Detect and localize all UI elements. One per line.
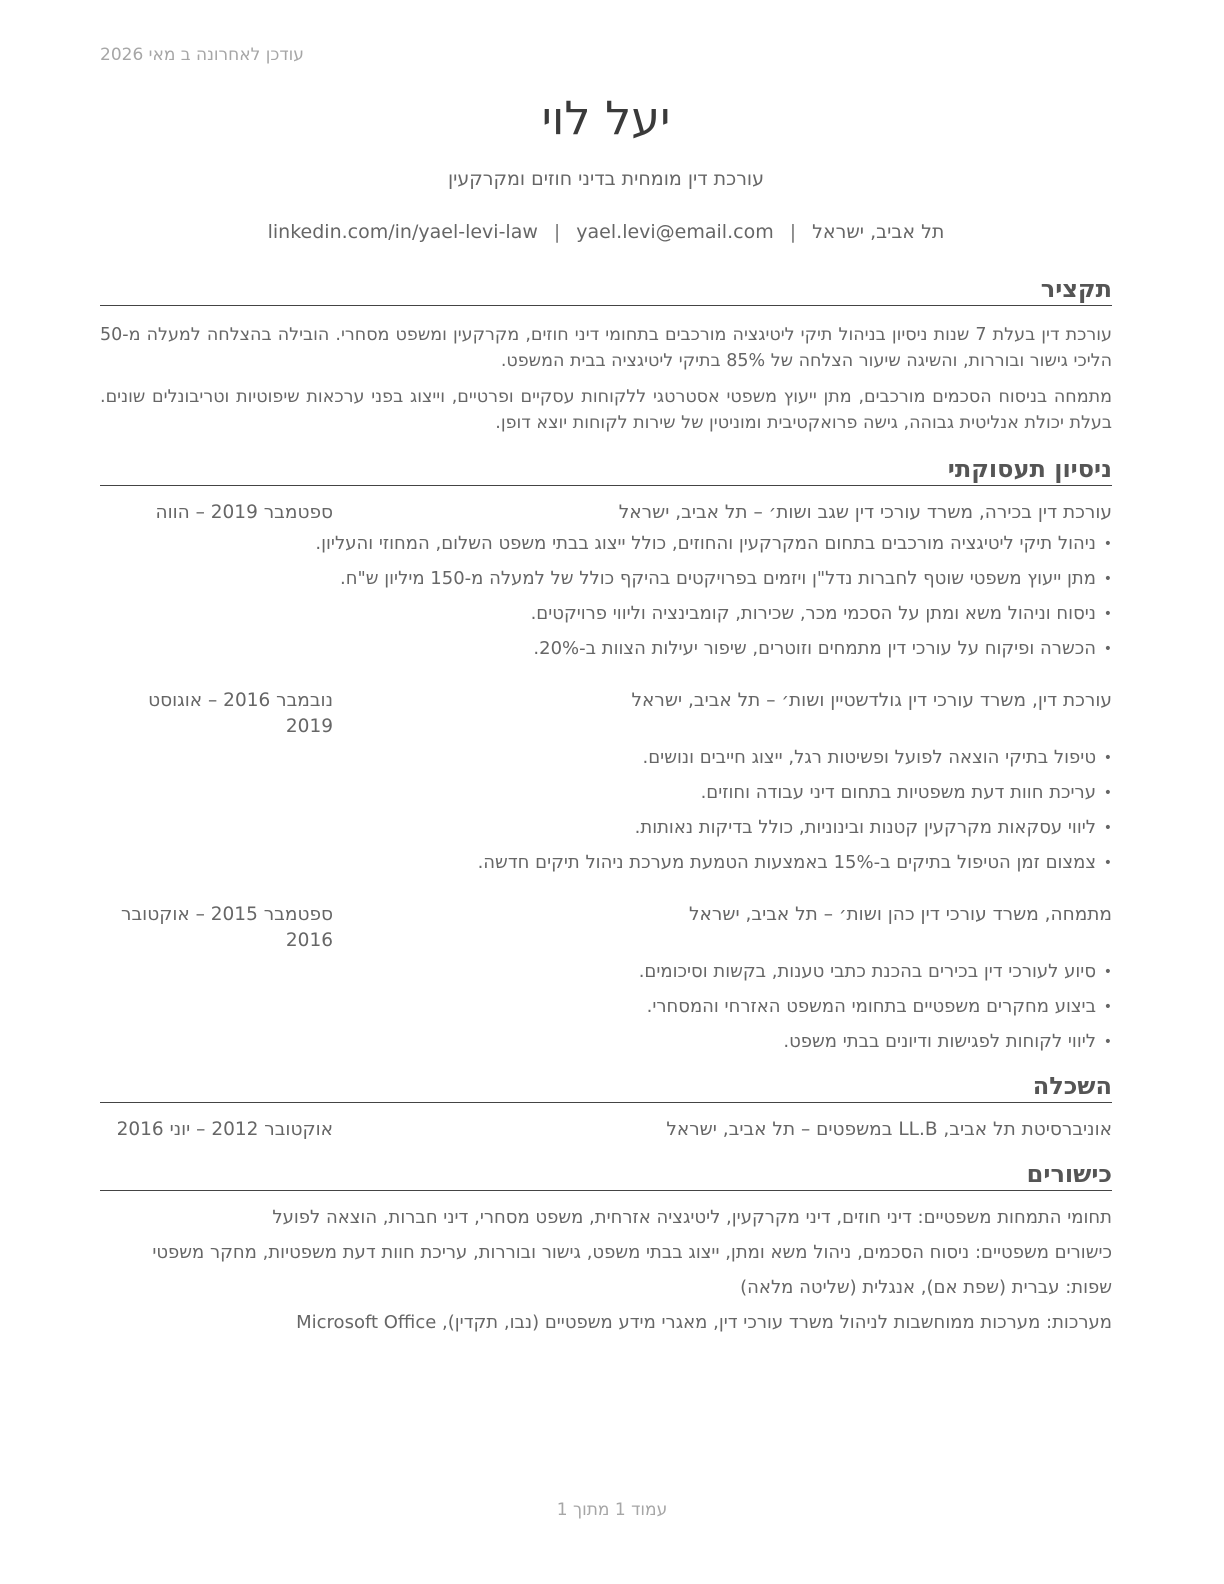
summary-paragraph: מתמחה בניסוח הסכמים מורכבים, מתן ייעוץ משפטי אסטרטגי ללקוחות עסקיים ופרטיים, וייצוג בפני ערכאות שיפוטיות וטריבונלים שונים. בעלת יכולת אנליטית גבוהה, גישה פרואקטיבית ומוניטין של שירות לקוחות יוצא דופן.	[100, 387, 1112, 433]
skill-line: תחומי התמחות משפטיים: דיני חוזים, דיני מקרקעין, ליטיגציה אזרחית, משפט מסחרי, דיני חברות, הוצאה לפועל	[272, 1207, 1112, 1228]
job-bullet: • ביצוע מחקרים משפטיים בתחומי המשפט האזרחי והמסחרי.	[100, 994, 1112, 1020]
experience-section	[100, 454, 1112, 1055]
skill-line: כישורים משפטיים: ניסוח הסכמים, ניהול משא ומתן, ייצוג בבתי משפט, גישור ובוררות, עריכת חוות דעת משפטיות, מחקר משפטי	[152, 1242, 1112, 1263]
contact-separator: |	[553, 221, 561, 243]
job-bullet: • ליווי עסקאות מקרקעין קטנות ובינוניות, כולל בדיקות נאותות.	[100, 815, 1112, 841]
summary-paragraph: עורכת דין בעלת 7 שנות ניסיון בניהול תיקי ליטיגציה מורכבים בתחומי דיני חוזים, מקרקעין ומשפט מסחרי. הובילה בהצלחה למעלה מ-50 הליכי גישור ובוררות, והשיגה שיעור הצלחה של 85% בתיקי ליטיגציה בבית המשפט.	[100, 325, 1112, 371]
contact-line	[100, 219, 1112, 245]
job-bullet: • ליווי לקוחות לפגישות ודיונים בבתי משפט.	[100, 1029, 1112, 1055]
job-bullet: • מתן ייעוץ משפטי שוטף לחברות נדל"ן ויזמים בפרויקטים בהיקף כולל של למעלה מ-150 מיליון ש"ח.	[100, 566, 1112, 592]
job-dates: נובמבר 2016 – אוגוסט 2019	[148, 690, 333, 737]
education-section	[100, 1071, 1112, 1143]
job-title: מתמחה, משרד עורכי דין כהן ושות׳ – תל אביב, ישראל	[689, 904, 1112, 925]
job-dates: ספטמבר 2019 – הווה	[155, 502, 333, 523]
location-text: תל אביב, ישראל	[812, 221, 945, 243]
skills-heading: כישורים	[100, 1159, 1112, 1191]
summary-heading: תקציר	[100, 274, 1112, 306]
experience-heading: ניסיון תעסוקתי	[100, 454, 1112, 486]
job-entry	[100, 688, 1112, 876]
job-bullet: • ניסוח וניהול משא ומתן על הסכמי מכר, שכירות, קומבינציה וליווי פרויקטים.	[100, 601, 1112, 627]
candidate-name: יעל לוי	[541, 91, 671, 145]
job-bullet: • הכשרה ופיקוח על עורכי דין מתמחים וזוטרים, שיפור יעילות הצוות ב-20%.	[100, 636, 1112, 662]
summary-section	[100, 274, 1112, 436]
job-bullets	[100, 959, 1112, 1055]
last-updated: עודכן לאחרונה ב מאי 2026	[100, 45, 304, 65]
linkedin-link[interactable]: linkedin.com/in/yael-levi-law	[267, 221, 538, 243]
job-bullets	[100, 745, 1112, 876]
contact-separator: |	[789, 221, 797, 243]
resume-content	[100, 274, 1112, 1345]
job-bullet: • טיפול בתיקי הוצאה לפועל ופשיטות רגל, ייצוג חייבים ונושים.	[100, 745, 1112, 771]
email-link[interactable]: yael.levi@email.com	[576, 221, 774, 243]
job-bullet: • ניהול תיקי ליטיגציה מורכבים בתחום המקרקעין והחוזים, כולל ייצוג בבתי משפט השלום, המחוזי והעליון.	[100, 531, 1112, 557]
job-bullets	[100, 531, 1112, 662]
resume-header	[100, 88, 1112, 245]
job-title: עורכת דין בכירה, משרד עורכי דין שגב ושות׳ – תל אביב, ישראל	[618, 502, 1112, 523]
job-title: עורכת דין, משרד עורכי דין גולדשטיין ושות׳ – תל אביב, ישראל	[631, 690, 1112, 711]
skill-line: מערכות: מערכות ממוחשבות לניהול משרד עורכי דין, מאגרי מידע משפטיים (נבו, תקדין), Microsoft Office	[296, 1312, 1112, 1333]
skill-line: שפות: עברית (שפת אם), אנגלית (שליטה מלאה)	[740, 1277, 1112, 1298]
job-entry	[100, 500, 1112, 662]
job-entry	[100, 902, 1112, 1055]
job-dates: ספטמבר 2015 – אוקטובר 2016	[121, 904, 333, 951]
education-title: אוניברסיטת תל אביב, LL.B במשפטים – תל אביב, ישראל	[666, 1119, 1112, 1140]
job-bullet: • סיוע לעורכי דין בכירים בהכנת כתבי טענות, בקשות וסיכומים.	[100, 959, 1112, 985]
education-heading: השכלה	[100, 1071, 1112, 1103]
job-bullet: • צמצום זמן הטיפול בתיקים ב-15% באמצעות הטמעת מערכת ניהול תיקים חדשה.	[100, 850, 1112, 876]
job-bullet: • עריכת חוות דעת משפטיות בתחום דיני עבודה וחוזים.	[100, 780, 1112, 806]
skills-section	[100, 1159, 1112, 1336]
page-number: עמוד 1 מתוך 1	[556, 1500, 668, 1520]
education-dates: אוקטובר 2012 – יוני 2016	[116, 1119, 333, 1140]
candidate-title: עורכת דין מומחית בדיני חוזים ומקרקעין	[447, 168, 765, 190]
